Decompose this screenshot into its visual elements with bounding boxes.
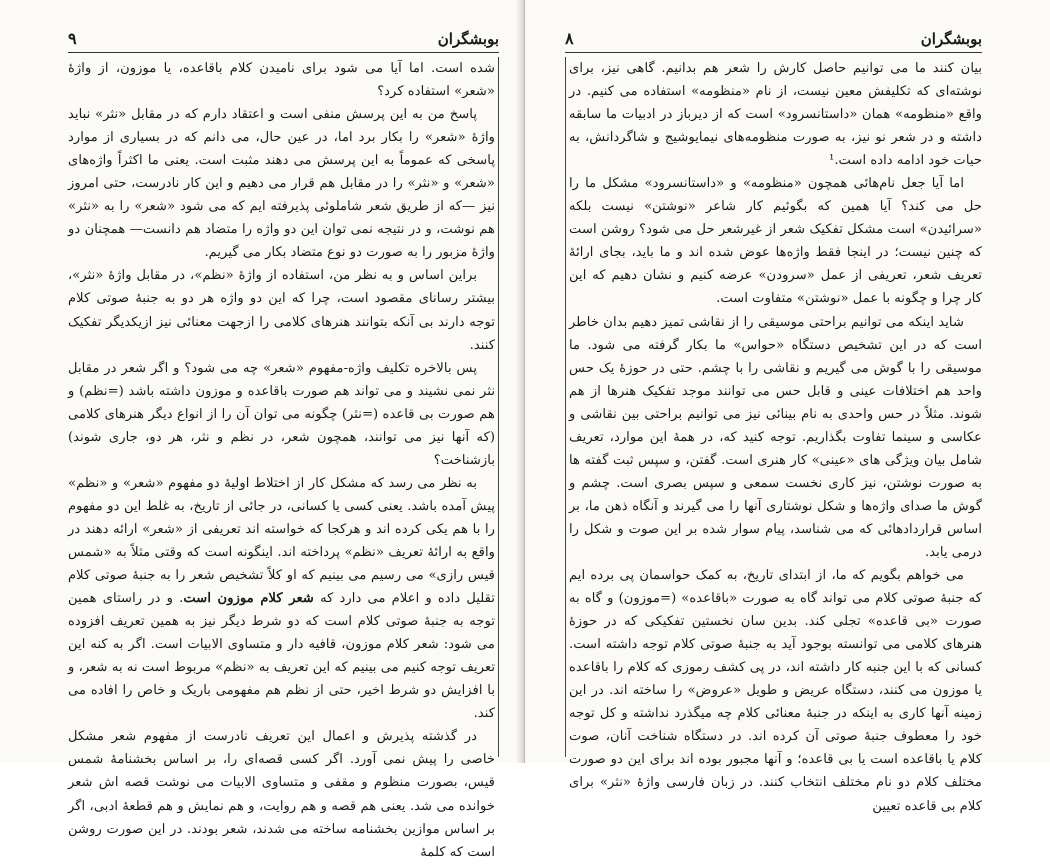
running-head: بوبشگران <box>437 30 499 48</box>
bold-phrase: شعر کلام موزون است <box>183 591 314 607</box>
paragraph: شاید اینکه می توانیم براحتی موسیقی را از نقاشی تمیز دهیم بدان خاطر است که در این تشخیص دستگاه «حواس» ما بکار گرفته می شود. ما موسیقی را با گوش می گیریم و نقاشی را با چشم. حتی در حوزهٔ یک حس واحد هم اختلافات عینی و قابل حس می توانند موجد تفکیک هنرها از هم شوند. مثلاً در حس واحدی به نام بینائی نیز می توانیم براحتی بین نقاشی و عکاسی و سینما تفاوت بگذاریم. توجه کنید که، در همهٔ این موارد، تعریف شامل بیان ویژگی های «عینی» کار هنری است. گفتن، و سپس ثبت گفته ها به صورت نوشتن، نیز کاری نخست سمعی و سپس بصری است. چشم و گوش ما صدای واژه‌ها و شکل نوشتاری آنها را می گیرند و آنگاه ذهن ما، بر اساس قراردادهائی که می شناسد، پیام سوار شده بر این صوت و شکل را درمی یابد. <box>569 314 982 560</box>
page-number: ۸ <box>565 29 574 48</box>
body-text <box>565 57 982 814</box>
right-page <box>525 0 1050 814</box>
running-head: بوبشگران <box>920 30 982 48</box>
paragraph: شده است. اما آیا می شود برای نامیدن کلام باقاعده، یا موزون، از واژهٔ «شعر» استفاده کرد؟ <box>68 61 495 100</box>
paragraph: در گذشته پذیرش و اعمال این تعریف نادرست از مفهوم شعر مشکل خاصی را پیش نمی آورد. اگر کسی قصه‌ای را، بر اساس بخشنامهٔ شمس قیس، بصورت منظوم و مقفی و متساوی الابیات می نوشت قصه اش شعر خوانده می شد. یعنی هم قصه و هم روایت، و هم نمایش و هم قطعهٔ ادبی، اگر بر اساس موازین بخشنامه ساخته می شدند، شعر بودند. در این صورت روشن است که کلمهٔ <box>68 729 495 860</box>
paragraph: بیان کنند ما می توانیم حاصل کارش را شعر هم بدانیم. گاهی نیز، برای نوشته‌ای که تکلیفش معین نیست، از نام «منظومه» استفاده می کنیم. در واقع «منظومه» همان «داستانسرود» است که از دیرباز در ادبیات ما سابقه داشته و در شعر نو نیز، به صورت منظومه‌های نیمایوشیج و شاگردانش، به حیات خود ادامه داده است.¹ <box>569 61 982 169</box>
page-number: ۹ <box>68 29 77 48</box>
left-page <box>0 0 525 860</box>
body-text <box>68 57 499 860</box>
page-header <box>565 28 982 50</box>
paragraph: می خواهم بگویم که ما، از ابتدای تاریخ، به کمک حواسمان پی برده ایم که جنبهٔ صوتی کلام می تواند گاه به صورت «باقاعده» (=موزون) و گاه به صورت «بی قاعده» تجلی کند. بدین سان نخستین تفکیکی که در حوزهٔ هنرهای کلامی می توانسته بوجود آید به جنبهٔ صوتی کلام توجه داشته است. کسانی که با این جنبه کار داشته اند، در پی کشف رموزی که کلام را باقاعده یا موزون می کنند، دستگاه عریض و طویل «عروض» را ساخته اند. در این زمینه آنها کاری به اینکه در جنبهٔ معنائی کلام چه میگذرد نداشته و کل توجه خود را معطوف جنبهٔ صوتی آن کرده اند. در دستگاه شناخت آنان، صوت کلام یا باقاعده است یا بی قاعده؛ و آنها مجبور بوده اند برای این دو صورت مختلف کلام دو نام مختلف انتخاب کنند. در زبان فارسی واژهٔ «نثر» برای کلام بی قاعده تعیین <box>569 568 982 814</box>
paragraph-with-bold: به نظر می رسد که مشکل کار از اختلاط اولیهٔ دو مفهوم «شعر» و «نظم» پیش آمده باشد. یعنی کسی یا کسانی، در جائی از تاریخ، به غلط این دو مفهوم را با هم یکی کرده اند و هرکجا که خواسته اند تعریفی از «شعر» ارائه دهند در واقع به ارائهٔ تعریف «نظم» پرداخته اند. اینگونه است که وقتی مثلاً به «شمس قیس رازی» می رسیم می بینیم که او کلاً تشخیص شعر را به جنبهٔ صوتی کلام تقلیل داده و اعلام می دارد که شعر کلام موزون است. و در راستای همین توجه به جنبهٔ صوتی کلام است که دو شرط دیگر نیز به همین تعریف افزوده می شود: شعر کلام موزون، قافیه دار و متساوی الابیات است. اگر به کنه این تعریف توجه کنیم می بینیم که این تعریف به «نظم» مربوط است نه به شعر، و با افزایش دو شرط اخیر، حتی از نظم هم مفهومی باریک و خاص را افاده می کند. <box>68 475 496 722</box>
paragraph: براین اساس و به نظر من، استفاده از واژهٔ «نظم»، در مقابل واژهٔ «نثر»، بیشتر رسانای مقصود است، چرا که این دو واژه هر دو به جنبهٔ صوتی کلام توجه دارند بی آنکه بتوانند هنرهای کلامی را ازجهت معنائی نیز ازیکدیگر تفکیک کنند. <box>68 268 495 353</box>
paragraph: اما آیا جعل نام‌هائی همچون «منظومه» و «داستانسرود» مشکل ما را حل می کند؟ آیا همین که بگوئیم کار شاعر «نوشتن» نیست بلکه «سرائیدن» است مشکل تفکیک شعر از غیرشعر حل می شود؟ روشن است که چنین نیست؛ در اینجا فقط واژه‌ها عوض شده اند و ما باید، بجای ارائهٔ تعریف شعر، تعریفی از عمل «سرودن» عرضه کنیم و نشان دهیم که این کار چرا و چگونه با عمل «نوشتن» متفاوت است. <box>569 176 982 307</box>
paragraph: پاسخ من به این پرسش منفی است و اعتقاد دارم که در مقابل «نثر» نباید واژهٔ «شعر» را بکار برد اما، در عین حال، می دانم که در بسیاری از موارد پاسخی که عموماً به این پرسش می دهند مثبت است. یعنی ما اکثراً واژه‌های «شعر» و «نثر» را در مقابل هم قرار می دهیم و این کار نادرست، حتی امروز نیز —که از طریق شعر شاملوئی پذیرفته ایم که می شود «شعر» را به «نثر» هم نوشت، و در نتیجه نمی توان این دو واژه را متضاد هم دانست— همچنان دو واژهٔ مزبور را به صورت دو نوع متضاد بکار می گیریم. <box>68 107 495 261</box>
header-rule <box>565 52 982 53</box>
header-rule <box>68 52 499 53</box>
paragraph: پس بالاخره تکلیف واژه-مفهوم «شعر» چه می شود؟ و اگر شعر در مقابل نثر نمی نشیند و می تواند هم صورت باقاعده و موزون داشته باشد (=نظم) و هم صورت بی قاعده (=نثر) چگونه می توان آن را از انواع دیگر هنرهای کلامی (که آنها نیز می توانند، همچون شعر، در نظم و نثر، هر دو، جاری شوند) بازشناخت؟ <box>68 360 495 468</box>
page-header <box>68 28 499 50</box>
